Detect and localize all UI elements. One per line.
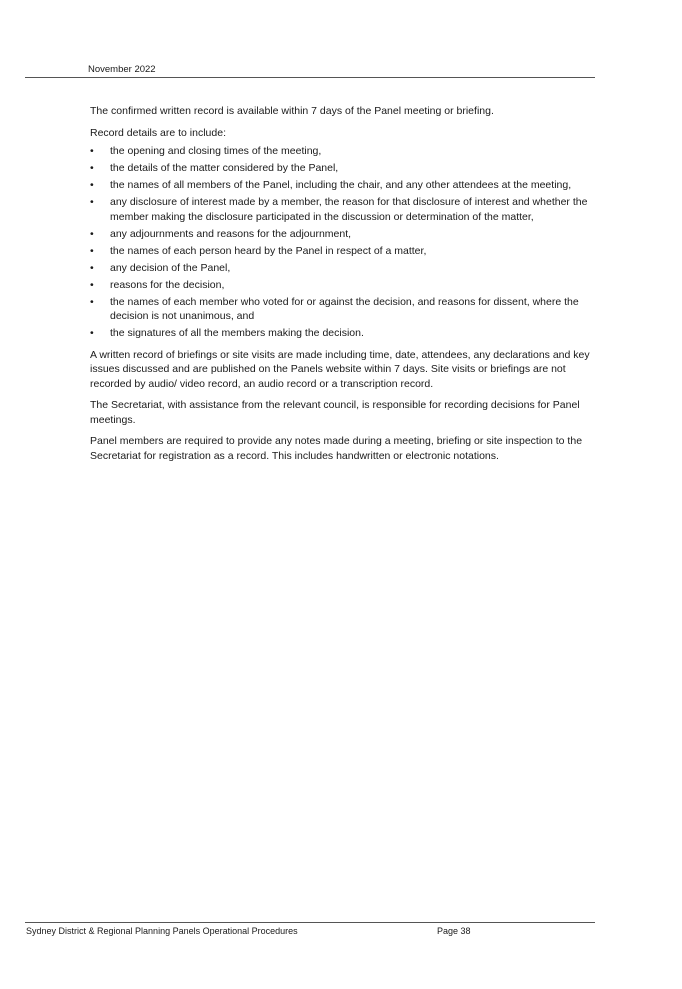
list-intro: Record details are to include:: [90, 126, 226, 139]
list-item: [90, 144, 595, 159]
bullet-icon: •: [90, 145, 94, 157]
list-item: [90, 261, 595, 276]
list-item: [90, 326, 595, 341]
header-date: November 2022: [88, 64, 156, 75]
list-item-text: the names of each person heard by the Panel in respect of a matter,: [110, 244, 427, 257]
list-item-text: reasons for the decision,: [110, 278, 225, 291]
list-item-text: any decision of the Panel,: [110, 261, 231, 274]
list-item-text: the opening and closing times of the meeting,: [110, 145, 322, 157]
list-item-text: any disclosure of interest made by a member, the reason for that disclosure of interest and whether the member making the disclosure participated in the discussion or determination of the matter,: [110, 196, 588, 223]
list-item: [90, 195, 595, 224]
list-item: [90, 278, 595, 293]
footer-title: Sydney District & Regional Planning Panels Operational Procedures: [26, 926, 298, 936]
panel-notes-paragraph: Panel members are required to provide any notes made during a meeting, briefing or site inspection to the Secretariat for registration as a record. This includes handwritten or electronic notations.: [90, 435, 583, 462]
bullet-icon: •: [90, 162, 94, 174]
bullet-icon: •: [90, 278, 94, 291]
bullet-icon: •: [90, 179, 94, 191]
briefings-paragraph: A written record of briefings or site visits are made including time, date, attendees, any declarations and key issues discussed and are published on the Panels website within 7 days. Site visits or briefings are not recorded by audio/ video record, an audio record or a transcription record.: [90, 348, 590, 390]
list-item-text: the details of the matter considered by the Panel,: [110, 162, 339, 174]
bullet-icon: •: [90, 196, 94, 208]
list-item: [90, 161, 595, 176]
list-item: [90, 227, 595, 242]
page-number: Page 38: [437, 926, 471, 936]
header-divider: [25, 77, 595, 78]
bullet-icon: •: [90, 261, 94, 274]
bullet-icon: •: [90, 295, 94, 308]
bullet-icon: •: [90, 327, 94, 339]
list-item-text: the names of all members of the Panel, including the chair, and any other attendees at the meeting,: [110, 179, 572, 191]
footer-divider: [25, 922, 595, 923]
list-item-text: the names of each member who voted for or against the decision, and reasons for dissent, where the decision is not unanimous, and: [110, 295, 579, 322]
list-item-text: any adjournments and reasons for the adjournment,: [110, 227, 352, 240]
record-details-list: [90, 144, 595, 341]
page-content: [90, 104, 595, 470]
list-item-text: the signatures of all the members making the decision.: [110, 327, 364, 339]
list-item: [90, 295, 595, 324]
intro-paragraph: The confirmed written record is available within 7 days of the Panel meeting or briefing.: [90, 105, 494, 117]
list-item: [90, 244, 595, 259]
bullet-icon: •: [90, 244, 94, 257]
bullet-icon: •: [90, 227, 94, 240]
secretariat-paragraph: The Secretariat, with assistance from the relevant council, is responsible for recording decisions for Panel meetings.: [90, 399, 580, 426]
list-item: [90, 178, 595, 193]
